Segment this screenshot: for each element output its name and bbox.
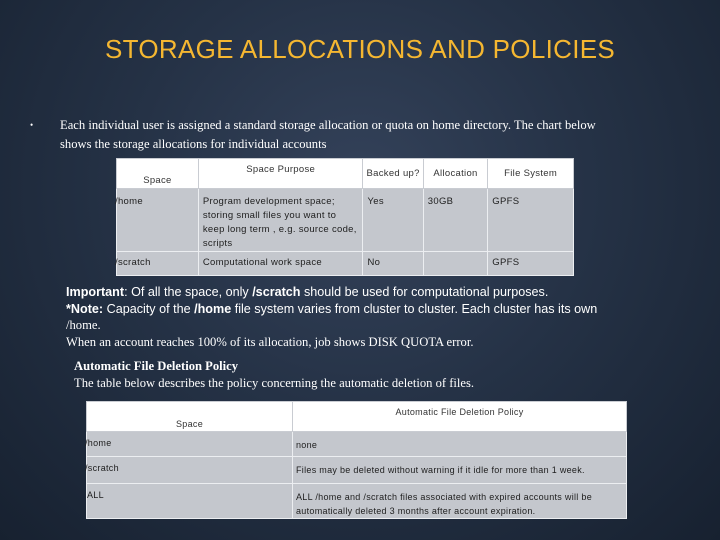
header-space: Space bbox=[87, 402, 293, 432]
scratch-path: /scratch bbox=[252, 285, 301, 299]
note-text: Capacity of the bbox=[103, 301, 195, 316]
cell-space: /home bbox=[115, 196, 143, 207]
cell-policy: Files may be deleted without warning if it idle for more than 1 week. bbox=[296, 465, 585, 475]
cell-space: /scratch bbox=[85, 463, 119, 473]
header-space: Space bbox=[117, 159, 199, 189]
cell-backed-up: No bbox=[367, 257, 381, 268]
table-row bbox=[87, 432, 627, 457]
capacity-note bbox=[66, 301, 676, 318]
note-text-end: file system varies from cluster to cluster. Each cluster has its own bbox=[231, 301, 598, 316]
intro-paragraph bbox=[30, 116, 680, 154]
important-text-end: should be used for computational purposes. bbox=[300, 285, 549, 299]
notes-block bbox=[66, 284, 676, 350]
cell-file-system: GPFS bbox=[492, 257, 520, 268]
cell-allocation bbox=[424, 252, 487, 256]
table-header-row bbox=[87, 402, 627, 432]
important-label: Important bbox=[66, 285, 125, 299]
table-header-row bbox=[117, 159, 574, 189]
deletion-policy-section bbox=[74, 358, 694, 391]
policy-description: The table below describes the policy concerning the automatic deletion of files. bbox=[74, 375, 475, 390]
important-note bbox=[66, 284, 676, 301]
cell-space: ALL bbox=[87, 490, 104, 500]
table-row bbox=[87, 457, 627, 484]
policy-heading: Automatic File Deletion Policy bbox=[74, 359, 239, 373]
deletion-policy-table bbox=[86, 401, 627, 519]
home-path: /home bbox=[194, 301, 232, 316]
intro-line-2: shows the storage allocations for individual accounts bbox=[60, 137, 327, 151]
header-backed-up: Backed up? bbox=[363, 159, 423, 189]
cell-backed-up: Yes bbox=[367, 196, 384, 207]
header-file-system: File System bbox=[488, 159, 574, 189]
slide-title: STORAGE ALLOCATIONS AND POLICIES bbox=[104, 34, 615, 64]
header-space-purpose: Space Purpose bbox=[198, 159, 363, 189]
cell-purpose: Program development space; storing small files you want to keep long term , e.g. source code, scripts bbox=[202, 196, 357, 249]
storage-allocation-table bbox=[116, 158, 574, 276]
bullet-marker: • bbox=[30, 120, 34, 130]
table-row bbox=[117, 252, 574, 276]
table-row bbox=[117, 189, 574, 252]
cell-policy: none bbox=[296, 440, 318, 450]
cell-space: /home bbox=[85, 438, 112, 448]
note-label: *Note: bbox=[66, 301, 104, 316]
cell-space: /scratch bbox=[115, 257, 151, 268]
home-line: /home. bbox=[66, 318, 101, 332]
cell-policy: ALL /home and /scratch files associated with expired accounts will be automatically deleted 3 months after account expiration. bbox=[296, 492, 593, 516]
important-text: : Of all the space, only bbox=[124, 285, 253, 299]
cell-file-system: GPFS bbox=[492, 196, 520, 207]
cell-purpose: Computational work space bbox=[202, 257, 323, 268]
header-deletion-policy: Automatic File Deletion Policy bbox=[293, 402, 627, 432]
table-row bbox=[87, 484, 627, 519]
header-allocation: Allocation bbox=[423, 159, 487, 189]
intro-line-1: Each individual user is assigned a standard storage allocation or quota on home directory. The chart below bbox=[60, 118, 596, 132]
quota-note: When an account reaches 100% of its allocation, job shows DISK QUOTA error. bbox=[66, 334, 474, 349]
cell-allocation: 30GB bbox=[427, 196, 454, 207]
